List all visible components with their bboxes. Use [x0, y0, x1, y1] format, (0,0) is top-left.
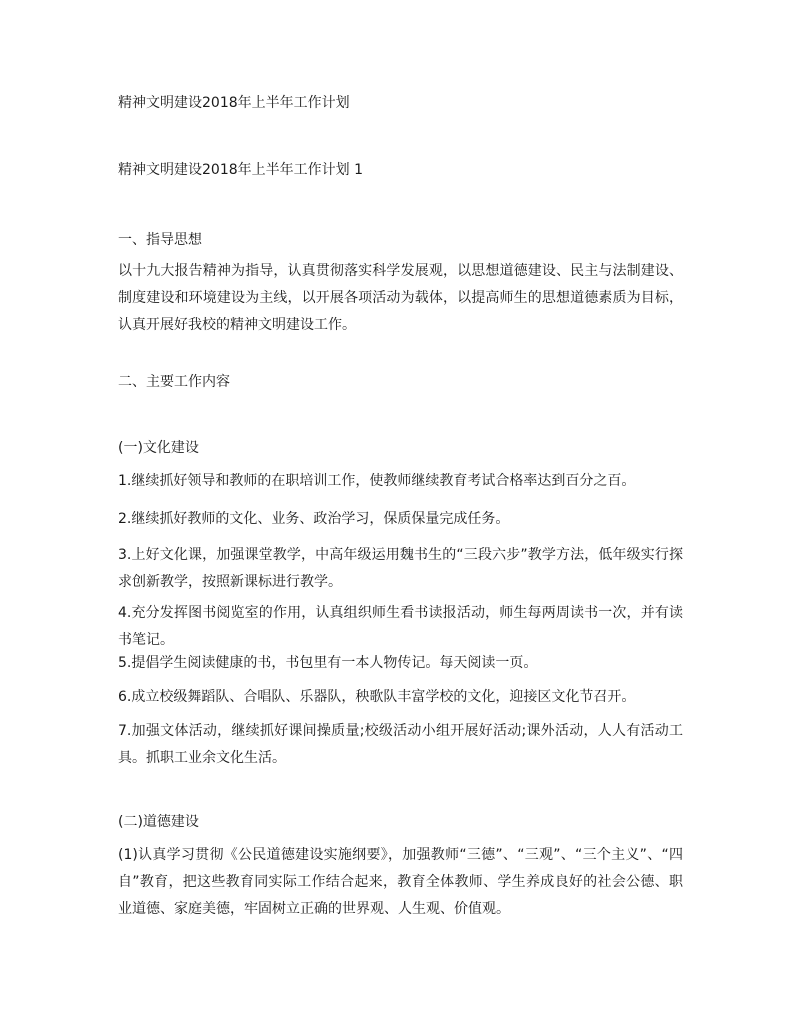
- document-title: 精神文明建设2018年上半年工作计划: [118, 95, 350, 111]
- section1-body: 以十九大报告精神为指导，认真贯彻落实科学发展观，以思想道德建设、民主与法制建设、制度建设和环境建设为主线，以开展各项活动为载体，以提高师生的思想道德素质为目标，认真开展好我校的精神文明建设工作。: [118, 263, 683, 333]
- culture-item-7: 7.加强文体活动，继续抓好课间操质量;校级活动小组开展好活动;课外活动，人人有活动工具。抓职工业余文化生活。: [118, 723, 683, 766]
- culture-item-4: 4.充分发挥图书阅览室的作用，认真组织师生看书读报活动，师生每两周读书一次，并有读书笔记。: [118, 605, 683, 648]
- section1-heading: 一、指导思想: [118, 232, 202, 248]
- document-subtitle: 精神文明建设2018年上半年工作计划 1: [118, 162, 363, 178]
- culture-item-3: 3.上好文化课，加强课堂教学，中高年级运用魏书生的“三段六步”教学方法，低年级实行探求创新教学，按照新课标进行教学。: [118, 547, 683, 590]
- section2-heading: 二、主要工作内容: [118, 374, 230, 390]
- culture-item-1: 1.继续抓好领导和教师的在职培训工作，使教师继续教育考试合格率达到百分之百。: [118, 473, 636, 489]
- culture-heading: (一)文化建设: [118, 440, 199, 456]
- culture-item-2: 2.继续抓好教师的文化、业务、政治学习，保质保量完成任务。: [118, 511, 510, 527]
- morality-heading: (二)道德建设: [118, 814, 199, 830]
- morality-item-1: (1)认真学习贯彻《公民道德建设实施纲要》，加强教师“三德”、“三观”、“三个主义”、“四自”教育，把这些教育同实际工作结合起来，教育全体教师、学生养成良好的社会公德、职业道德、家庭美德，牢固树立正确的世界观、人生观、价值观。: [118, 847, 683, 917]
- culture-item-5: 5.提倡学生阅读健康的书，书包里有一本人物传记。每天阅读一页。: [118, 655, 538, 671]
- culture-item-6: 6.成立校级舞蹈队、合唱队、乐器队，秧歌队丰富学校的文化，迎接区文化节召开。: [118, 689, 636, 705]
